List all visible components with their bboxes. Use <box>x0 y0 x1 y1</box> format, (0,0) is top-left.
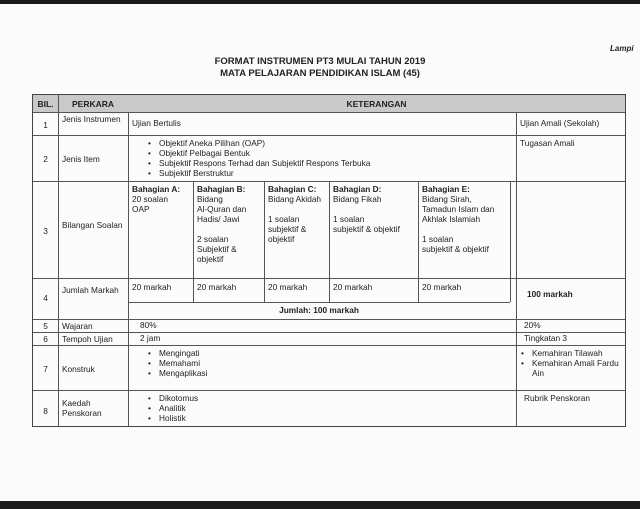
section-c <box>268 184 328 244</box>
column-divider <box>418 181 419 302</box>
column-divider <box>193 181 194 302</box>
document-subtitle: MATA PELAJARAN PENDIDIKAN ISLAM (45) <box>220 68 420 79</box>
section-c-text: subjektif & <box>268 224 307 234</box>
section-e-text: 1 soalan <box>422 234 454 244</box>
list-item: • Memahami <box>145 358 505 368</box>
column-divider <box>128 112 129 426</box>
column-divider <box>510 181 511 302</box>
row8-right: Rubrik Penskoran <box>524 393 590 403</box>
row1-main: Ujian Bertulis <box>132 118 181 128</box>
list-item: • Kemahiran Amali Fardu Ain <box>518 358 624 378</box>
section-a-text: OAP <box>132 204 150 214</box>
column-divider <box>329 181 330 302</box>
row2-right: Tugasan Amali <box>520 138 575 148</box>
document-page <box>0 4 640 501</box>
section-b-text: Al-Quran dan <box>197 204 247 214</box>
column-divider <box>264 181 265 302</box>
row5-number: 5 <box>43 321 48 331</box>
list-item: • Kemahiran Tilawah <box>518 348 624 358</box>
row2-label: Jenis Item <box>62 154 100 164</box>
column-divider <box>58 95 59 426</box>
list-item: • Subjektif Berstruktur <box>145 168 515 178</box>
section-a-heading: Bahagian A: <box>132 184 181 194</box>
document-title: FORMAT INSTRUMEN PT3 MULAI TAHUN 2019 <box>214 56 426 67</box>
list-item: • Mengingati <box>145 348 505 358</box>
row-divider <box>33 390 625 391</box>
section-b-text: objektif <box>197 254 224 264</box>
section-e-marks: 20 markah <box>422 282 462 292</box>
section-e-text: Bidang Sirah, <box>422 194 472 204</box>
row-divider <box>33 135 625 136</box>
row6-number: 6 <box>43 334 48 344</box>
list-item: • Objektif Pelbagai Bentuk <box>145 148 515 158</box>
row1-right: Ujian Amali (Sekolah) <box>520 118 600 128</box>
list-item: • Holistik <box>145 413 505 423</box>
row5-label: Wajaran <box>62 321 93 331</box>
row8-label: Kaedah Penskoran <box>62 398 102 418</box>
header-keterangan: KETERANGAN <box>346 99 407 109</box>
row4-right: 100 markah <box>527 289 573 299</box>
column-divider <box>516 112 517 426</box>
row4-number: 4 <box>43 293 48 303</box>
row7-number: 7 <box>43 364 48 374</box>
row4-label: Jumlah Markah <box>62 285 119 295</box>
row6-right: Tingkatan 3 <box>524 333 568 343</box>
row3-number: 3 <box>43 226 48 236</box>
list-item: • Objektif Aneka Pilihan (OAP) <box>145 138 515 148</box>
section-d-marks: 20 markah <box>333 282 373 292</box>
row8-number: 8 <box>43 406 48 416</box>
section-c-text: Bidang Akidah <box>268 194 322 204</box>
section-a-marks: 20 markah <box>132 282 172 292</box>
section-a-text: 20 soalan <box>132 194 168 204</box>
row2-number: 2 <box>43 154 48 164</box>
row5-right: 20% <box>524 320 541 330</box>
section-b-text: 2 soalan <box>197 234 229 244</box>
section-e <box>422 184 510 254</box>
row-divider <box>128 302 510 303</box>
list-item: • Subjektif Respons Terhad dan Subjektif Respons Terbuka <box>145 158 515 168</box>
section-d <box>333 184 417 234</box>
list-item: • Analitik <box>145 403 505 413</box>
row6-main: 2 jam <box>140 333 161 343</box>
list-item: • Mengaplikasi <box>145 368 505 378</box>
row-divider <box>33 345 625 346</box>
section-d-text: 1 soalan <box>333 214 365 224</box>
row1-label: Jenis Instrumen <box>62 114 121 124</box>
total-marks: Jumlah: 100 markah <box>279 305 359 315</box>
section-c-text: objektif <box>268 234 295 244</box>
corner-label: Lampi <box>610 44 634 53</box>
section-c-heading: Bahagian C: <box>268 184 317 194</box>
row7-label: Konstruk <box>62 364 95 374</box>
header-perkara: PERKARA <box>71 99 115 109</box>
section-d-text: subjektif & objektif <box>333 224 400 234</box>
section-b-text: Bidang <box>197 194 223 204</box>
row3-label: Bilangan Soalan <box>62 220 123 230</box>
section-e-heading: Bahagian E: <box>422 184 470 194</box>
section-b-text: Hadis/ Jawi <box>197 214 240 224</box>
row7-right-list <box>518 348 624 378</box>
row2-item-list <box>145 138 515 178</box>
row5-main: 80% <box>140 320 157 330</box>
format-table <box>32 94 626 427</box>
section-a <box>132 184 192 214</box>
list-item: • Dikotomus <box>145 393 505 403</box>
row6-label: Tempoh Ujian <box>62 334 113 344</box>
row8-item-list <box>145 393 505 423</box>
section-b-text: Subjektif & <box>197 244 237 254</box>
header-bil: BIL. <box>37 99 54 109</box>
section-c-marks: 20 markah <box>268 282 308 292</box>
section-e-text: subjektif & objektif <box>422 244 489 254</box>
section-d-heading: Bahagian D: <box>333 184 382 194</box>
row7-item-list <box>145 348 505 378</box>
section-b <box>197 184 263 264</box>
section-b-marks: 20 markah <box>197 282 237 292</box>
section-c-text: 1 soalan <box>268 214 300 224</box>
section-e-text: Tamadun Islam dan <box>422 204 495 214</box>
section-d-text: Bidang Fikah <box>333 194 382 204</box>
section-b-heading: Bahagian B: <box>197 184 246 194</box>
row1-number: 1 <box>43 120 48 130</box>
section-e-text: Akhlak Islamiah <box>422 214 481 224</box>
row-divider <box>33 112 625 113</box>
